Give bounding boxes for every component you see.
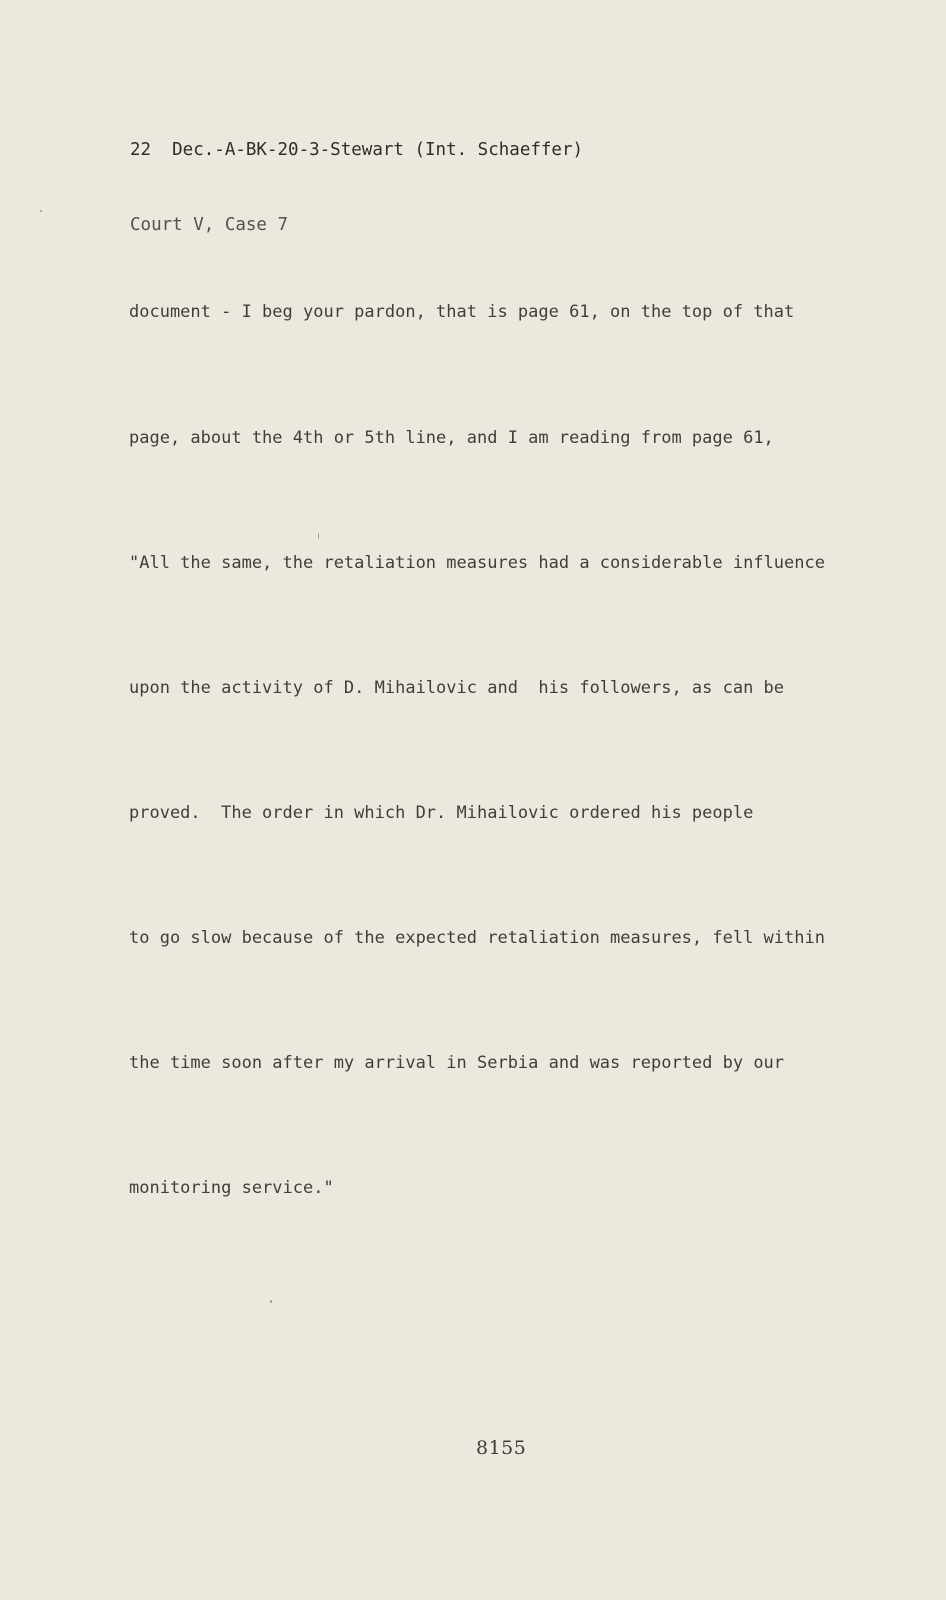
transcript-line: proved. The order in which Dr. Mihailovic ordered his people (129, 802, 754, 823)
transcript-line: page, about the 4th or 5th line, and I am reading from page 61, (129, 427, 774, 448)
transcript-line: the time soon after my arrival in Serbia and was reported by our (129, 1053, 785, 1074)
transcript-line: monitoring service." (129, 1178, 334, 1199)
page-number: 8155 (476, 1437, 527, 1459)
transcript-line: upon the activity of D. Mihailovic and his followers, as can be (129, 677, 785, 698)
header-court-case-line: Court V, Case 7 (130, 215, 289, 235)
transcript-line: document - I beg your pardon, that is page 61, on the top of that (129, 302, 795, 323)
paper-speck (40, 210, 42, 212)
paper-speck (318, 533, 319, 539)
paper-speck (270, 1300, 272, 1303)
header-reference-line: 22 Dec.-A-BK-20-3-Stewart (Int. Schaeffer) (130, 140, 584, 160)
transcript-body (129, 209, 825, 1293)
transcript-line: to go slow because of the expected retaliation measures, fell within (129, 927, 825, 948)
transcript-line: "All the same, the retaliation measures had a considerable influence (129, 552, 825, 573)
